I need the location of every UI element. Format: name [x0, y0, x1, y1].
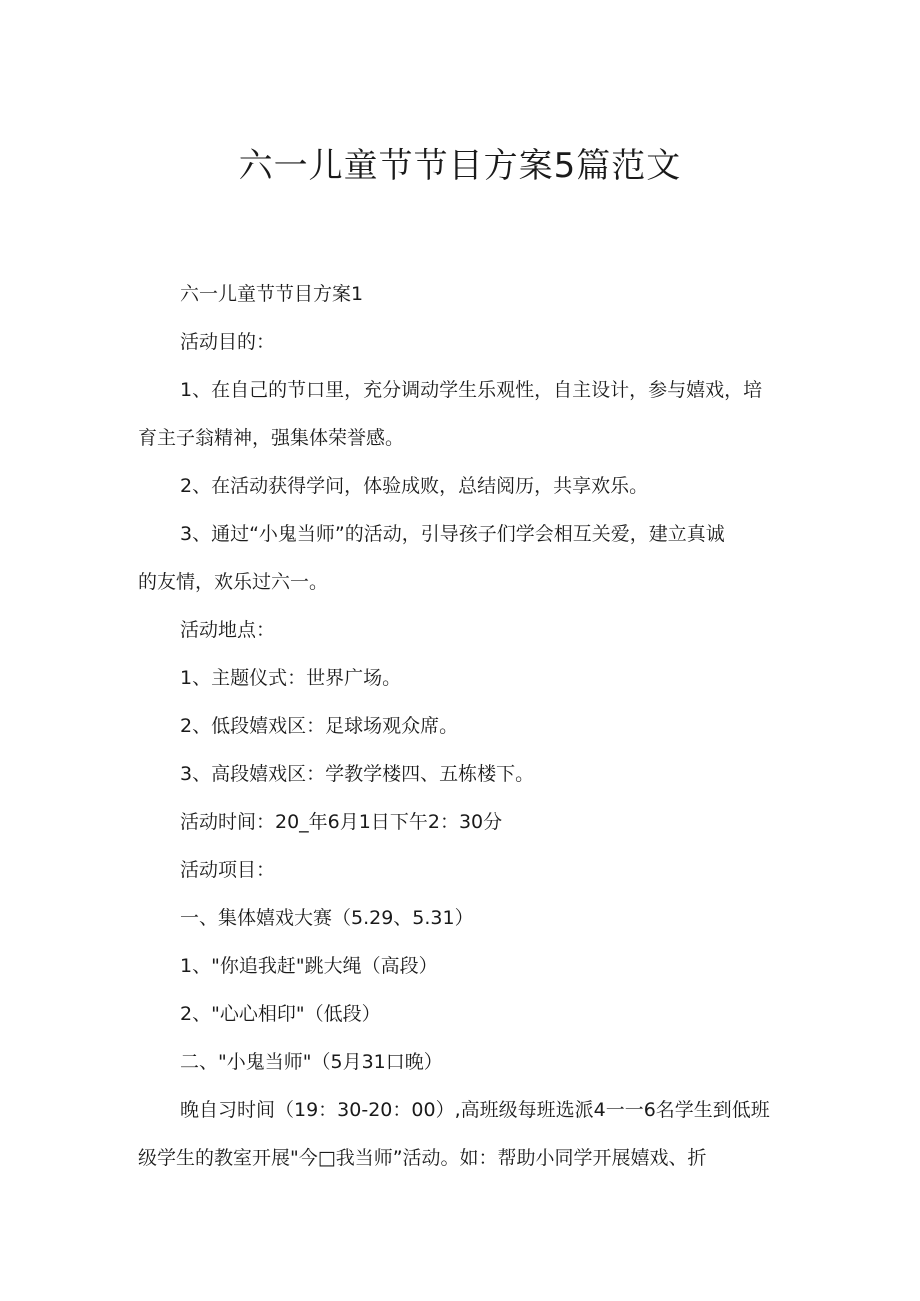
paragraph: 3、高段嬉戏区：学教学楼四、五栋楼下。 [180, 763, 535, 785]
document-title: 六一儿童节节目方案5篇范文 [238, 146, 682, 186]
paragraph: 六一儿童节节目方案1 [180, 283, 364, 305]
paragraph: 活动目的： [180, 331, 276, 353]
document-body [138, 270, 788, 1182]
paragraph: 二、"小鬼当师"（5月31口晚） [180, 1051, 443, 1073]
paragraph: 1、"你追我赶"跳大绳（高段） [180, 955, 438, 977]
paragraph: 的友情，欢乐过六一。 [138, 571, 329, 593]
paragraph: 1、主题仪式：世界广场。 [180, 667, 402, 689]
paragraph: 3、通过“小鬼当师”的活动，引导孩子们学会相互关爱，建立真诚 [180, 523, 725, 545]
paragraph: 活动时间：20_年6月1日下午2：30分 [180, 811, 503, 833]
paragraph: 一、集体嬉戏大赛（5.29、5.31） [180, 907, 474, 929]
paragraph: 活动地点： [180, 619, 276, 641]
paragraph: 2、低段嬉戏区：足球场观众席。 [180, 715, 459, 737]
paragraph: 晚自习时间（19：30-20：00）,高班级每班选派4一一6名学生到低班 [180, 1099, 770, 1121]
paragraph: 2、在活动获得学问，体验成败，总结阅历，共享欢乐。 [180, 475, 649, 497]
paragraph: 育主子翁精神，强集体荣誉感。 [138, 427, 405, 449]
paragraph: 活动项目： [180, 859, 276, 881]
paragraph: 1、在自己的节口里，充分调动学生乐观性，自主设计，参与嬉戏，培 [180, 379, 763, 401]
paragraph: 级学生的教室开展"今□我当师”活动。如：帮助小同学开展嬉戏、折 [138, 1147, 707, 1169]
paragraph: 2、"心心相印"（低段） [180, 1003, 381, 1025]
